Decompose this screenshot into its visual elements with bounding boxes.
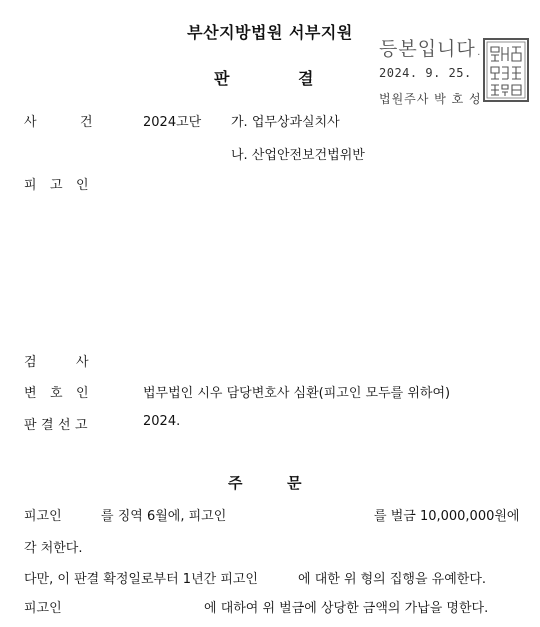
ruling-line-4-part-1: 피고인 [24,601,62,616]
charge-2: 나. 산업안전보건법위반 [231,148,365,163]
defendant-label-char-3: 인 [76,178,89,193]
ruling-line-1-part-1: 피고인 [24,509,62,524]
prosecutor-label-char-2: 사 [76,355,89,370]
case-label-char-2: 건 [80,115,93,130]
document-title-char-2: 결 [298,69,314,88]
case-number: 2024고단 [143,115,202,130]
court-name: 부산지방법원 서부지원 [187,23,353,42]
ruling-line-1-part-2: 를 징역 6월에, 피고인 [101,509,227,524]
official-seal-icon [482,37,530,103]
certification-date: 2024. 9. 25. [379,66,472,80]
ruling-line-2: 각 처한다. [24,541,83,556]
ruling-line-4-part-2: 에 대하여 위 벌금에 상당한 금액의 가납을 명한다. [204,601,489,616]
ruling-line-1-part-3: 를 벌금 10,000,000원에 [374,509,520,524]
sentencing-label-char-2: 결 [41,418,54,433]
certified-copy-label: 등본입니다. [379,38,483,60]
prosecutor-label-char-1: 검 [24,355,37,370]
counsel-label-char-1: 변 [24,386,37,401]
document-title-char-1: 판 [214,69,230,88]
sentencing-date: 2024. [143,414,181,429]
counsel-label-char-3: 인 [76,386,89,401]
sentencing-label-char-1: 판 [24,418,37,433]
ruling-title-char-1: 주 [228,474,243,492]
defendant-label-char-2: 고 [50,178,63,193]
sentencing-label-char-3: 선 [58,418,71,433]
ruling-line-3-part-2: 에 대한 위 형의 집행을 유예한다. [298,572,487,587]
counsel-label-char-2: 호 [50,386,63,401]
sentencing-label-char-4: 고 [75,418,88,433]
ruling-title-char-2: 문 [287,474,302,492]
defendant-label-char-1: 피 [24,178,37,193]
counsel-value: 법무법인 시우 담당변호사 심환(피고인 모두를 위하여) [143,386,451,401]
court-clerk-name: 법원주사 박 호 성 [379,92,482,106]
charge-1: 가. 업무상과실치사 [231,115,340,130]
case-label-char-1: 사 [24,115,37,130]
ruling-line-3-part-1: 다만, 이 판결 확정일로부터 1년간 피고인 [24,572,258,587]
